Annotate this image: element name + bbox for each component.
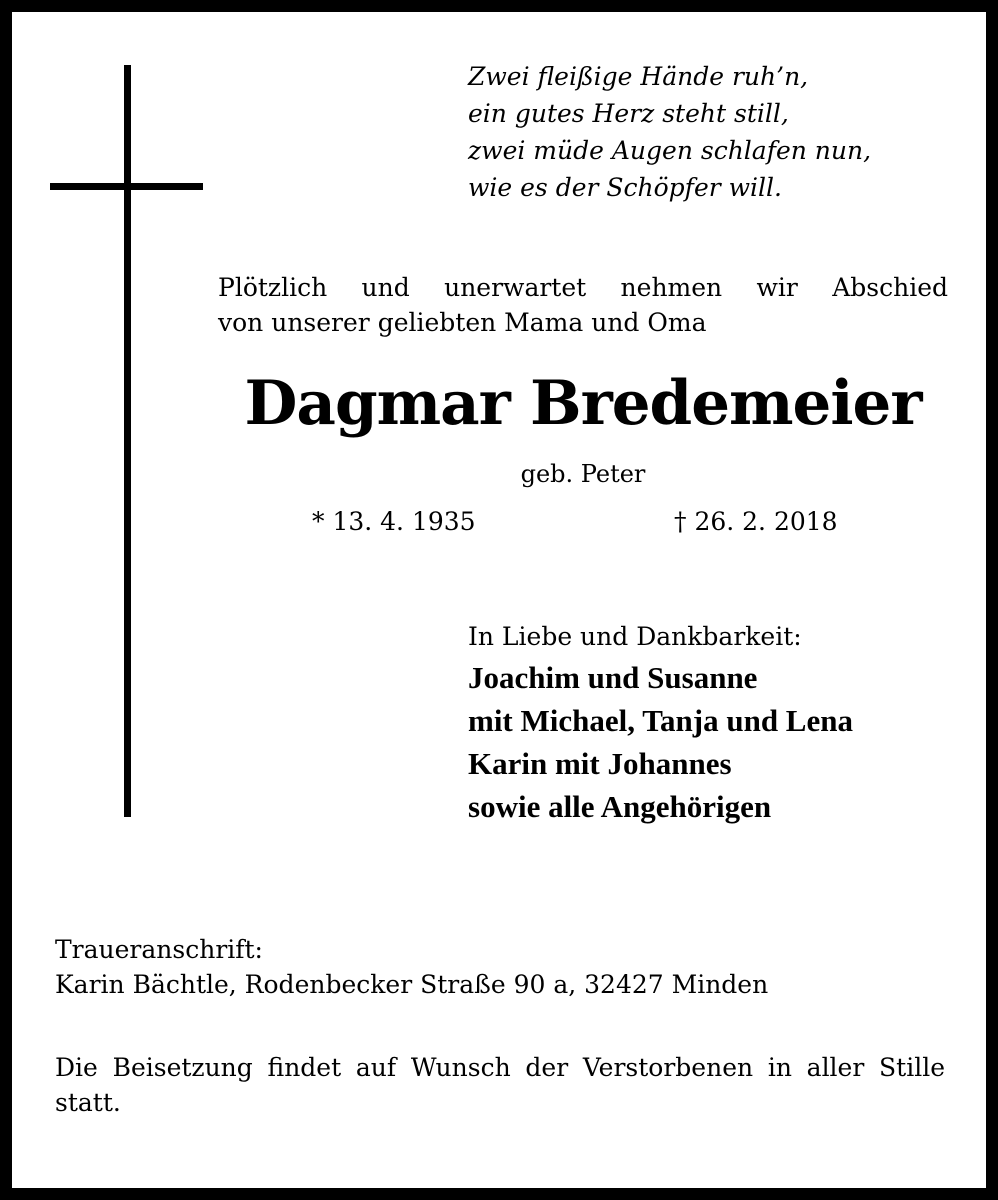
mourners-intro: In Liebe und Dankbarkeit: bbox=[468, 622, 802, 651]
address-text: Karin Bächtle, Rodenbecker Straße 90 a, 32427 Minden bbox=[55, 970, 769, 999]
mourner-name: Joachim und Susanne bbox=[468, 660, 758, 695]
cross-vertical-bar bbox=[124, 65, 131, 817]
poem-line: ein gutes Herz steht still, bbox=[468, 99, 789, 128]
mourner-name: Karin mit Johannes bbox=[468, 746, 732, 781]
poem-line: Zwei fleißige Hände ruh’n, bbox=[468, 62, 809, 91]
maiden-name: geb. Peter bbox=[520, 460, 646, 488]
intro-text bbox=[218, 270, 948, 340]
mourning-address bbox=[55, 932, 955, 1002]
intro-line: von unserer geliebten Mama und Oma bbox=[218, 308, 707, 337]
deceased-name: Dagmar Bredemeier bbox=[244, 368, 922, 439]
intro-line: Plötzlich und unerwartet nehmen wir Abschied bbox=[218, 273, 948, 302]
burial-note: Die Beisetzung findet auf Wunsch der Verstorbenen in aller Stille statt. bbox=[55, 1053, 945, 1117]
birth-date: * 13. 4. 1935 bbox=[312, 507, 476, 536]
mourner-name: mit Michael, Tanja und Lena bbox=[468, 703, 853, 738]
cross-horizontal-bar bbox=[50, 183, 203, 190]
mourners-block bbox=[468, 618, 948, 828]
mourner-name: sowie alle Angehörigen bbox=[468, 789, 772, 824]
poem-line: wie es der Schöpfer will. bbox=[468, 173, 782, 202]
address-label: Traueranschrift: bbox=[55, 935, 263, 964]
poem-line: zwei müde Augen schlafen nun, bbox=[468, 136, 872, 165]
death-date: † 26. 2. 2018 bbox=[674, 507, 838, 536]
poem bbox=[468, 58, 948, 206]
